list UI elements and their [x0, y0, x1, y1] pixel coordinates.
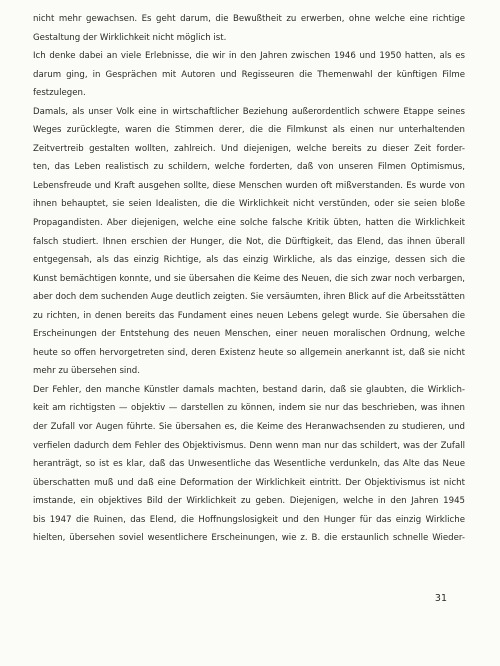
text-line: Propagandisten. Aber diejenigen, welche eine solche falsche Kritik übten, hatten die Wirklichkeit: [33, 218, 465, 229]
text-line: der Zufall vor Augen führte. Sie übersahen es, die Keime des Heranwachsenden zu studieren, und: [33, 422, 465, 433]
text-line: Der Fehler, den manche Künstler damals machten, bestand darin, daß sie glaubten, die Wirklich-: [33, 384, 465, 395]
text-line: Erscheinungen der Entstehung des neuen Menschen, einer neuen moralischen Ordnung, welche: [33, 329, 465, 340]
text-line: Damals, als unser Volk eine in wirtschaftlicher Beziehung außerordentlich schwere Etappe seines: [33, 106, 465, 117]
text-line: festzulegen.: [33, 88, 86, 99]
page-number: 31: [434, 593, 447, 604]
text-line: Lebensfreude und Kraft ausgehen sollte, diese Menschen wurden oft mißverstanden. Es wurde von: [33, 180, 465, 191]
text-line: Gestaltung der Wirklichkeit nicht möglich ist.: [33, 32, 227, 43]
text-line: aber doch dem suchenden Auge deutlich zeigten. Sie versäumten, ihren Blick auf die Arbeitsstätten: [33, 292, 465, 303]
text-line: zu richten, in denen bereits das Fundament eines neuen Lebens gelegt wurde. Sie übersahen die: [33, 310, 465, 321]
text-line: überschatten muß und daß eine Deformation der Wirklichkeit eintritt. Der Objektivismus ist nicht: [33, 477, 465, 488]
text-line: heranträgt, so ist es klar, daß das Unwesentliche das Wesentliche verdunkeln, das Alte das Neue: [33, 459, 465, 470]
text-line: mehr zu übersehen sind.: [33, 366, 140, 377]
text-line: Zeitvertreib gestalten wollten, zahlreich. Und diejenigen, welche bereits zu dieser Zeit forder-: [33, 143, 465, 154]
text-line: hielten, übersehen soviel wesentlichere Erscheinungen, wie z. B. die erstaunlich schnelle Wieder-: [33, 533, 465, 544]
text-line: keit am richtigsten — objektiv — darstellen zu können, indem sie nur das beschrieben, was ihnen: [33, 403, 465, 414]
text-line: Weges zurücklegte, waren die Stimmen derer, die die Filmkunst als einen nur unterhaltenden: [33, 125, 465, 136]
body-text: [33, 10, 465, 548]
text-line: heute so offen hervorgetreten sind, deren Existenz heute so allgemein anerkannt ist, daß sie nicht: [33, 347, 465, 358]
text-line: verfielen dadurch dem Fehler des Objektivismus. Denn wenn man nur das schildert, was der Zufall: [33, 440, 465, 451]
text-line: ten, das Leben realistisch zu schildern, welche forderten, daß von unseren Filmen Optimismus,: [33, 162, 465, 173]
text-line: nicht mehr gewachsen. Es geht darum, die Bewußtheit zu erwerben, ohne welche eine richtige: [33, 14, 465, 24]
text-line: falsch studiert. Ihnen erschien der Hunger, die Not, die Dürftigkeit, das Elend, das ihnen überall: [33, 236, 465, 247]
text-line: bis 1947 die Ruinen, das Elend, die Hoffnungslosigkeit und den Hunger für das einzig Wirkliche: [33, 514, 465, 525]
text-line: darum ging, in Gesprächen mit Autoren und Regisseuren die Themenwahl der künftigen Filme: [33, 69, 465, 80]
text-line: entgegensah, als das einzig Richtige, als das einzig Wirkliche, als das einzige, dessen sich die: [33, 255, 465, 266]
text-line: Ich denke dabei an viele Erlebnisse, die wir in den Jahren zwischen 1946 und 1950 hatten, als es: [33, 51, 465, 62]
text-line: ihnen behauptet, sie seien Idealisten, die die Wirklichkeit nicht verstünden, oder sie seien bloße: [33, 199, 465, 210]
text-line: Kunst bemächtigen konnte, und sie übersahen die Keime des Neuen, die sich zwar noch verbargen,: [33, 273, 465, 284]
text-line: imstande, ein objektives Bild der Wirklichkeit zu geben. Diejenigen, welche in den Jahren 1945: [33, 496, 465, 507]
